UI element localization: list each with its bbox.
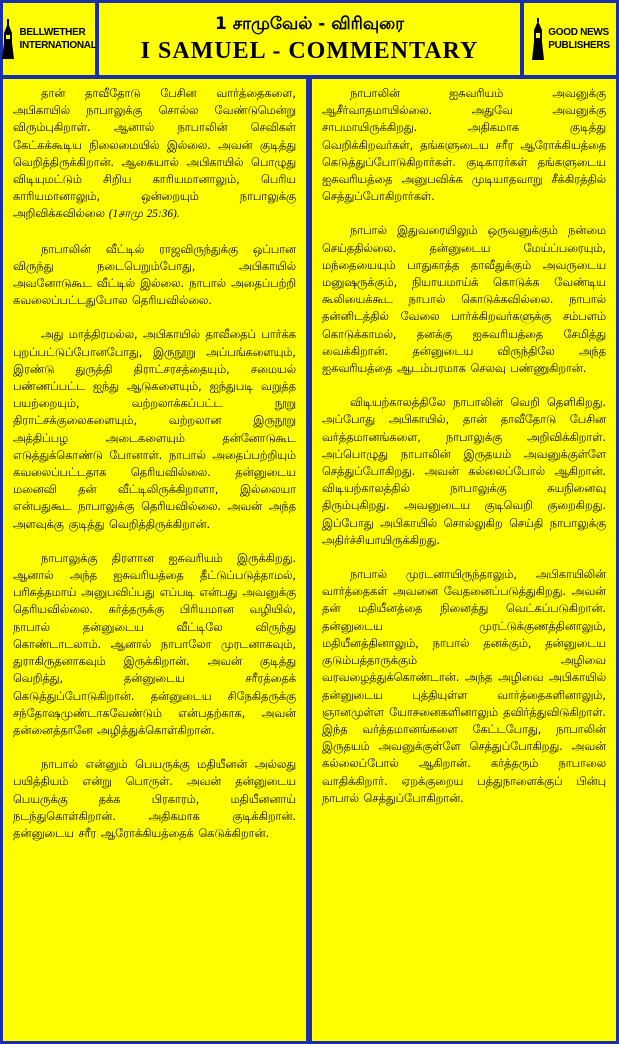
paragraph — [13, 326, 296, 532]
paragraph-text: அது மாத்திரமல்ல, அபிகாயில் தாவீதைப் பார்க்க புறப்பட்டுப்போனபோது, இருநூறு அப்பங்களையும், இரண்டு துருத்தி திராட்சரசத்தையும், சமையல் பண்ணப்பட்ட ஐந்து ஆடுகளையும், ஐந்துபடி வறுத்த பயற்றையும், வற்றலாக்கப்பட்ட நூறு திராட்சக்குலைகளையும், வற்றலான இருநூறு அத்திப்பழ அடைகளையும் தன்னோடுகூட எடுத்துக்கொண்டு போனாள். நாபால் அதைப்பற்றியும் கவலைப்பட்டதாக தெரியவில்லை. தன்னுடைய மனைவி தன் வீட்டிலிருக்கிறாளா, இல்லையா என்பதுகூட நாபாலுக்கு தெரியவில்லை. அவன் அந்த அளவுக்கு குடித்து வெறித்திருக்கிறான். — [13, 328, 296, 531]
title-english: I SAMUEL - COMMENTARY — [140, 38, 479, 64]
left-column — [3, 79, 306, 1041]
bellwether-logo — [3, 3, 95, 75]
paragraph-text: நாபால் என்னும் பெயருக்கு மதியீனன் அல்லது பயித்தியம் என்று பொருள். அவன் தன்னுடைய பெயருக்கு தக்க பிரகாரம், மதியீனனாய் நடந்துகொள்கிறான். அதிகமாக குடிக்கிறான். தன்னுடைய சரீர ஆரோக்கியத்தைக் கெடுக்கிறான். — [13, 758, 296, 840]
right-column — [312, 79, 616, 1041]
paragraph-text: நாபால் இதுவரையிலும் ஒருவனுக்கும் நன்மை செய்ததில்லை. தன்னுடைய மேய்ப்பரையும், மந்தையையும் பாதுகாத்த தாவீதுக்கும் அவருடைய மனுஷருக்கும், நியாயமாய்க் கொடுக்க வேண்டிய கூலியைக்கூட நாபால் கொடுக்கவில்லை. நாபால் தன்னிடத்தில் வேலை பார்க்கிறவர்களுக்கு சம்பளம் கொடுக்காமல், தனக்கு ஐசுவரியத்தை சேமித்து வைக்கிறான். தன்னுடைய விருந்திலே அந்த ஐசுவரியத்தை ஆடம்பரமாக செலவு பண்ணுகிறான். — [322, 224, 606, 376]
paragraph — [13, 85, 296, 224]
good-news-publishers-logo — [524, 3, 616, 75]
right-logo-line2: PUBLISHERS — [548, 40, 610, 51]
page-header — [3, 3, 616, 75]
paragraph-text: தான் தாவீதோடு பேசின வார்த்தைகளை, அபிகாயில் நாபாலுக்கு சொல்ல வேண்டுமென்று விரும்புகிறாள். ஆனால் நாபாலின் செவிகள் கேட்கக்கூடிய நிலைமையில் இல்லை. அவன் குடித்து வெறித்திருக்கிறான். ஆகையால் அபிகாயில் பொழுது விடியுமட்டும் சிறிய காரியமானாலும், பெரிய காரியமானாலும், ஒன்றையும் நாபாலுக்கு அறிவிக்கவில்லை — [13, 87, 296, 221]
paragraph — [13, 550, 296, 739]
paragraph — [322, 394, 606, 549]
tower-icon — [530, 18, 546, 60]
paragraph — [13, 241, 296, 310]
paragraph-text: நாபால் முரடனாயிருந்தாலும், அபிகாயிலின் வார்த்தைகள் அவனை வேதனைப்படுத்துகிறது. அவன் தன் மதியீனத்தை நினைத்து வெட்கப்படுகிறான். தன்னுடைய முரட்டுக்குணத்தினாலும், மதியீனத்தினாலும், நாபால் தனக்கும், தன்னுடைய குடும்பத்தாருக்கும் அழிவை வரவழைத்துக்கொண்டான். அந்த அழிவை அபிகாயில் தன்னுடைய புத்தியுள்ள வார்த்தைகளினாலும், ஞானமுள்ள யோசனைகளினாலும் தவிர்த்துவிடுகிறாள். இந்த வர்த்தமானங்களை கேட்டபோது, நாபாலின் இருதயம் அவனுக்குள்ளே செத்துப்போகிறது. அவன் கல்லைப்போல் ஆகிறான். கர்த்தரும் நாபாலை வாதிக்கிறார். ஏறக்குறைய பத்துநாளைக்குப் பின்பு நாபால் செத்துப்போகிறான். — [322, 568, 606, 805]
paragraph — [322, 222, 606, 377]
title-panel — [99, 3, 520, 75]
paragraph-text: நாபாலின் வீட்டில் ராஜவிருந்துக்கு ஒப்பான விருந்து நடைபெறும்போது, அபிகாயில் அவனோடுகூட வீட்டில் இல்லை. நாபால் அதைப்பற்றி கவலைப்பட்டதுபோல தெரியவில்லை. — [13, 242, 296, 308]
paragraph — [322, 85, 606, 205]
paragraph — [322, 566, 606, 807]
left-logo-line2: INTERNATIONAL — [19, 40, 97, 51]
paragraph-text: நாபாலின் ஐசுவரியம் அவனுக்கு ஆசீர்வாதமாயில்லை. அதுவே அவனுக்கு சாபமாயிருக்கிறது. அதிகமாக குடித்து வெறிக்கிறவர்கள், தங்களுடைய சரீர ஆரோக்கியத்தை கெடுத்துப்போடுகிறார்கள். குடிகாரர்கள் தங்களுடைய ஐசுவரியத்தை அனுபவிக்க முடியாதவாறு சீக்கிரத்தில் செத்துப்போகிறார்கள். — [322, 87, 606, 204]
bell-tower-icon — [1, 19, 17, 59]
paragraph-text: விடியற்காலத்திலே நாபாலின் வெறி தெளிகிறது. அப்போது அபிகாயில், தான் தாவீதோடு பேசின வர்த்தமானங்களை, நாபாலுக்கு அறிவிக்கிறாள். அப்பொழுது நாபாலின் இருதயம் அவனுக்குள்ளே செத்துப்போகிறது. அவன் கல்லைப்போல் ஆகிறான். விடியற்காலத்தில் நாபாலுக்கு சுயநினைவு திரும்புகிறது. அவனுடைய குடிவெறி குறைகிறது. இப்போது அபிகாயில் சொல்லுகிற செய்தி நாபாலுக்கு அதிர்ச்சியாயிருக்கிறது. — [322, 396, 606, 547]
title-tamil: 1 சாமுவேல் - விரிவுரை — [215, 14, 404, 34]
right-logo-line1: GOOD NEWS — [548, 27, 609, 38]
scripture-reference: (1சாமு 25:36). — [104, 208, 180, 221]
left-logo-line1: BELLWETHER — [19, 27, 86, 38]
paragraph — [13, 756, 296, 842]
paragraph-text: நாபாலுக்கு திரளான ஐசுவரியம் இருக்கிறது. ஆனால் அந்த ஐசுவரியத்தை தீட்டுப்படுத்தாமல், பரிசுத்தமாய் அனுபவிப்பது எப்படி என்பது அவனுக்கு தெரியவில்லை. கர்த்தருக்கு பிரியமான வழியில், நாபால் தன்னுடைய வீட்டிலே விருந்து கொண்டாடலாம். ஆனால் நாபாலோ முரடனாகவும், துராகிருதனாகவும் இருக்கிறான். அவன் குடித்து வெறித்து, தன்னுடைய சரீரத்தைக் கெடுத்துப்போடுகிறான். தன்னுடைய சிநேகிதருக்கு சந்தோஷமுண்டாகவேண்டும் என்பதற்காக, அவன் தன்னைத்தானே அழித்துக்கொள்கிறான். — [13, 551, 296, 737]
